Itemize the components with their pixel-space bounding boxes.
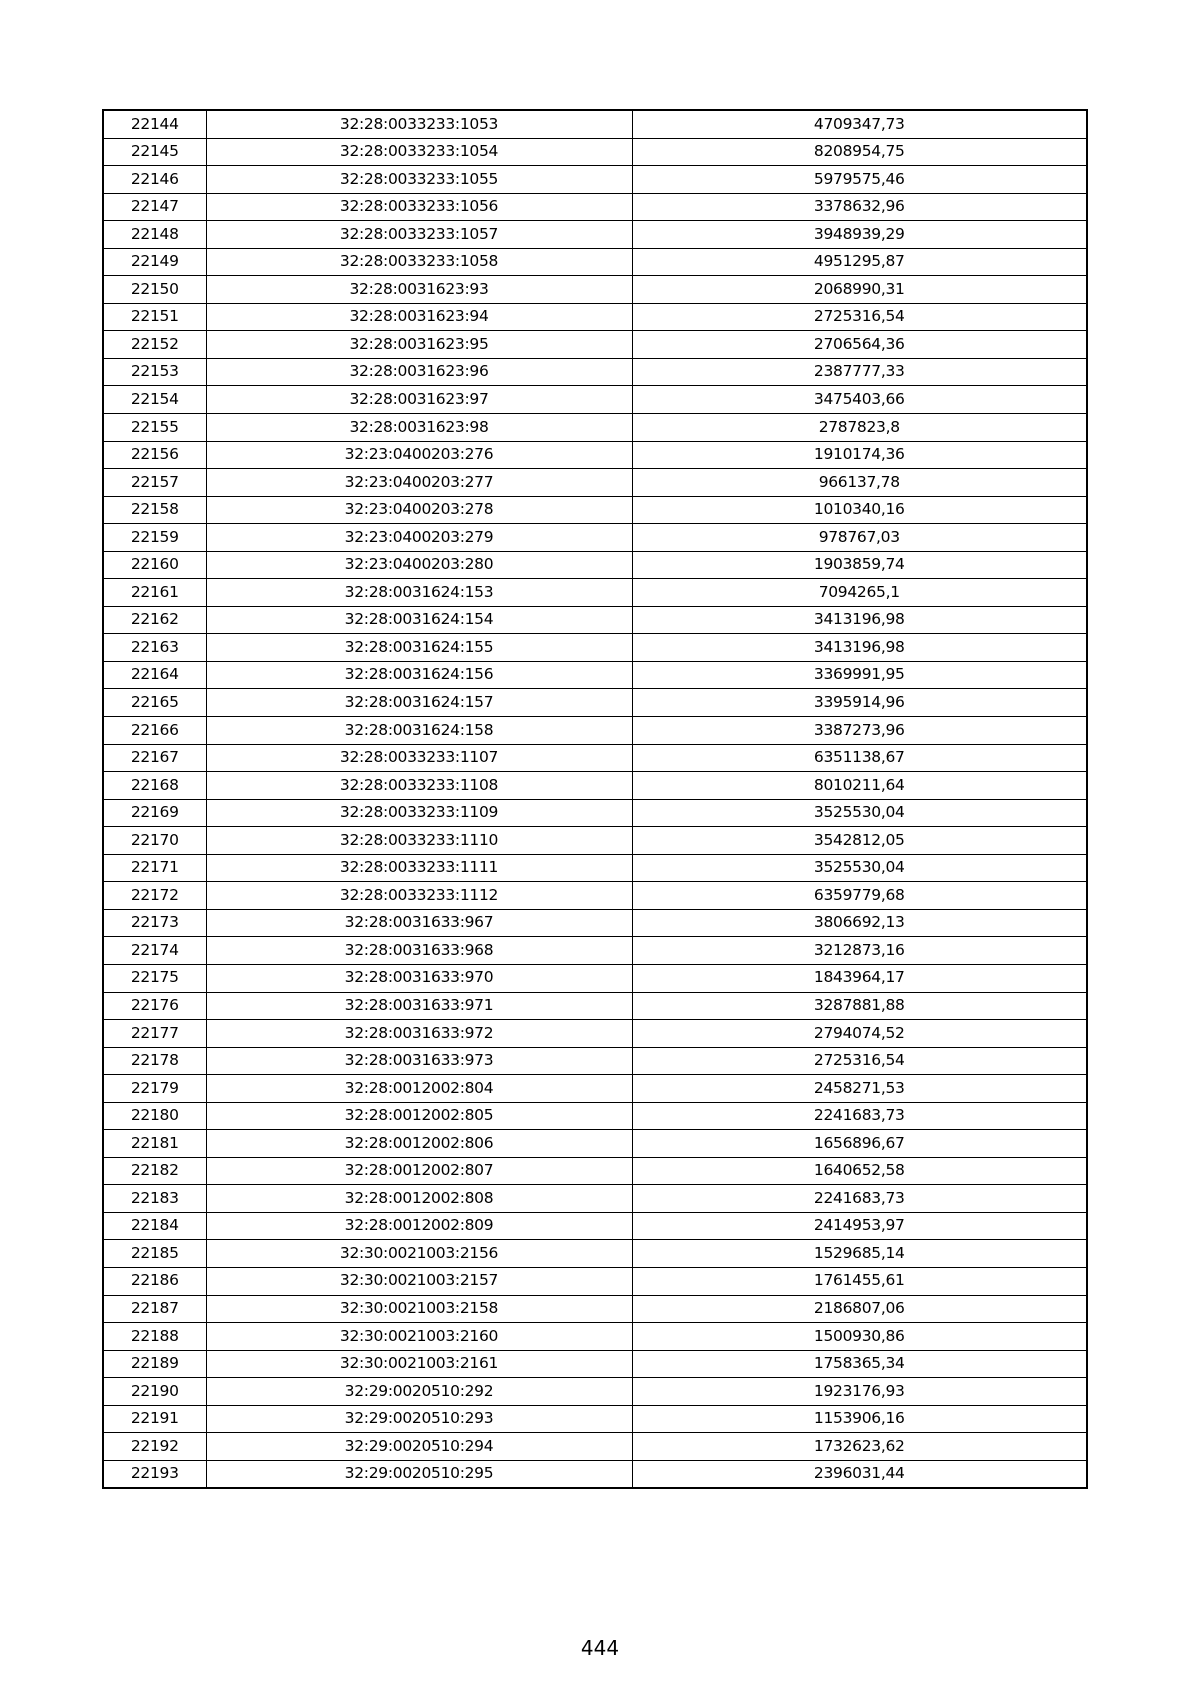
cadastral-value-cell: 1640652,58 <box>632 1157 1087 1185</box>
cadastral-value-cell: 3542812,05 <box>632 827 1087 855</box>
cadastral-number-cell: 32:28:0031624:157 <box>206 689 632 717</box>
cadastral-number-cell: 32:23:0400203:277 <box>206 469 632 497</box>
row-number-cell: 22158 <box>103 496 206 524</box>
cadastral-number-cell: 32:29:0020510:293 <box>206 1405 632 1433</box>
table-row <box>103 358 1087 386</box>
cadastral-value-cell: 2414953,97 <box>632 1212 1087 1240</box>
row-number-cell: 22187 <box>103 1295 206 1323</box>
table-row <box>103 992 1087 1020</box>
cadastral-value-cell: 8208954,75 <box>632 138 1087 166</box>
cadastral-value-cell: 2241683,73 <box>632 1102 1087 1130</box>
cadastral-number-cell: 32:30:0021003:2160 <box>206 1323 632 1351</box>
table-row <box>103 1378 1087 1406</box>
cadastral-number-cell: 32:28:0033233:1109 <box>206 799 632 827</box>
cadastral-number-cell: 32:28:0033233:1058 <box>206 248 632 276</box>
cadastral-number-cell: 32:28:0031624:154 <box>206 606 632 634</box>
table-row <box>103 551 1087 579</box>
row-number-cell: 22188 <box>103 1323 206 1351</box>
cadastral-number-cell: 32:28:0012002:809 <box>206 1212 632 1240</box>
cadastral-value-cell: 1529685,14 <box>632 1240 1087 1268</box>
cadastral-value-cell: 2396031,44 <box>632 1460 1087 1488</box>
cadastral-number-cell: 32:30:0021003:2156 <box>206 1240 632 1268</box>
cadastral-value-cell: 2794074,52 <box>632 1020 1087 1048</box>
cadastral-value-cell: 2458271,53 <box>632 1075 1087 1103</box>
row-number-cell: 22185 <box>103 1240 206 1268</box>
table-row <box>103 744 1087 772</box>
cadastral-number-cell: 32:30:0021003:2158 <box>206 1295 632 1323</box>
table-row <box>103 1185 1087 1213</box>
row-number-cell: 22156 <box>103 441 206 469</box>
table-row <box>103 634 1087 662</box>
table-row <box>103 1075 1087 1103</box>
table-row <box>103 689 1087 717</box>
cadastral-number-cell: 32:28:0012002:808 <box>206 1185 632 1213</box>
table-row <box>103 1020 1087 1048</box>
cadastral-value-cell: 1761455,61 <box>632 1267 1087 1295</box>
table-row <box>103 1130 1087 1158</box>
cadastral-value-cell: 2387777,33 <box>632 358 1087 386</box>
row-number-cell: 22146 <box>103 166 206 194</box>
cadastral-number-cell: 32:23:0400203:279 <box>206 524 632 552</box>
row-number-cell: 22154 <box>103 386 206 414</box>
table-row <box>103 579 1087 607</box>
cadastral-number-cell: 32:28:0033233:1057 <box>206 221 632 249</box>
cadastral-number-cell: 32:28:0033233:1111 <box>206 854 632 882</box>
row-number-cell: 22184 <box>103 1212 206 1240</box>
row-number-cell: 22192 <box>103 1433 206 1461</box>
table-row <box>103 331 1087 359</box>
row-number-cell: 22180 <box>103 1102 206 1130</box>
cadastral-value-cell: 1910174,36 <box>632 441 1087 469</box>
cadastral-number-cell: 32:30:0021003:2161 <box>206 1350 632 1378</box>
table-row <box>103 1157 1087 1185</box>
cadastral-number-cell: 32:28:0033233:1112 <box>206 882 632 910</box>
row-number-cell: 22191 <box>103 1405 206 1433</box>
table-row <box>103 964 1087 992</box>
cadastral-number-cell: 32:28:0033233:1053 <box>206 110 632 138</box>
row-number-cell: 22159 <box>103 524 206 552</box>
cadastral-number-cell: 32:28:0031623:98 <box>206 414 632 442</box>
table-row <box>103 276 1087 304</box>
row-number-cell: 22170 <box>103 827 206 855</box>
cadastral-number-cell: 32:28:0012002:807 <box>206 1157 632 1185</box>
row-number-cell: 22183 <box>103 1185 206 1213</box>
row-number-cell: 22144 <box>103 110 206 138</box>
cadastral-value-cell: 3413196,98 <box>632 634 1087 662</box>
cadastral-number-cell: 32:28:0033233:1055 <box>206 166 632 194</box>
cadastral-value-cell: 1656896,67 <box>632 1130 1087 1158</box>
row-number-cell: 22176 <box>103 992 206 1020</box>
row-number-cell: 22189 <box>103 1350 206 1378</box>
row-number-cell: 22177 <box>103 1020 206 1048</box>
cadastral-number-cell: 32:28:0033233:1108 <box>206 772 632 800</box>
table-row <box>103 1295 1087 1323</box>
row-number-cell: 22155 <box>103 414 206 442</box>
row-number-cell: 22168 <box>103 772 206 800</box>
cadastral-number-cell: 32:28:0031633:968 <box>206 937 632 965</box>
table-row <box>103 414 1087 442</box>
cadastral-number-cell: 32:28:0031624:155 <box>206 634 632 662</box>
table-row <box>103 221 1087 249</box>
cadastral-value-cell: 1500930,86 <box>632 1323 1087 1351</box>
row-number-cell: 22161 <box>103 579 206 607</box>
row-number-cell: 22166 <box>103 717 206 745</box>
table-row <box>103 193 1087 221</box>
row-number-cell: 22172 <box>103 882 206 910</box>
cadastral-value-cell: 3948939,29 <box>632 221 1087 249</box>
table-row <box>103 303 1087 331</box>
table-row <box>103 1267 1087 1295</box>
cadastral-value-cell: 3525530,04 <box>632 854 1087 882</box>
cadastral-number-cell: 32:28:0033233:1054 <box>206 138 632 166</box>
cadastral-number-cell: 32:28:0031633:971 <box>206 992 632 1020</box>
cadastral-value-cell: 6359779,68 <box>632 882 1087 910</box>
table-row <box>103 166 1087 194</box>
cadastral-value-cell: 3378632,96 <box>632 193 1087 221</box>
cadastral-number-cell: 32:28:0031633:970 <box>206 964 632 992</box>
cadastral-number-cell: 32:29:0020510:292 <box>206 1378 632 1406</box>
cadastral-number-cell: 32:28:0031623:94 <box>206 303 632 331</box>
cadastral-value-cell: 3212873,16 <box>632 937 1087 965</box>
table-row <box>103 1047 1087 1075</box>
row-number-cell: 22175 <box>103 964 206 992</box>
table-row <box>103 496 1087 524</box>
cadastral-value-cell: 2725316,54 <box>632 303 1087 331</box>
row-number-cell: 22150 <box>103 276 206 304</box>
table-row <box>103 1350 1087 1378</box>
row-number-cell: 22147 <box>103 193 206 221</box>
row-number-cell: 22171 <box>103 854 206 882</box>
cadastral-value-cell: 4951295,87 <box>632 248 1087 276</box>
cadastral-value-cell: 5979575,46 <box>632 166 1087 194</box>
cadastral-value-cell: 3387273,96 <box>632 717 1087 745</box>
table-row <box>103 661 1087 689</box>
row-number-cell: 22169 <box>103 799 206 827</box>
cadastral-number-cell: 32:28:0012002:806 <box>206 1130 632 1158</box>
cadastral-value-cell: 3369991,95 <box>632 661 1087 689</box>
table-row <box>103 799 1087 827</box>
table-row <box>103 882 1087 910</box>
page-number: 444 <box>580 1636 620 1660</box>
cadastral-number-cell: 32:28:0031633:972 <box>206 1020 632 1048</box>
cadastral-number-cell: 32:28:0012002:805 <box>206 1102 632 1130</box>
cadastral-number-cell: 32:28:0033233:1056 <box>206 193 632 221</box>
row-number-cell: 22163 <box>103 634 206 662</box>
cadastral-value-cell: 2706564,36 <box>632 331 1087 359</box>
cadastral-value-cell: 1843964,17 <box>632 964 1087 992</box>
cadastral-value-cell: 1758365,34 <box>632 1350 1087 1378</box>
cadastral-number-cell: 32:28:0031624:153 <box>206 579 632 607</box>
row-number-cell: 22178 <box>103 1047 206 1075</box>
cadastral-value-cell: 4709347,73 <box>632 110 1087 138</box>
table-row <box>103 772 1087 800</box>
row-number-cell: 22186 <box>103 1267 206 1295</box>
row-number-cell: 22179 <box>103 1075 206 1103</box>
cadastral-number-cell: 32:23:0400203:276 <box>206 441 632 469</box>
cadastral-value-table <box>102 109 1088 1489</box>
cadastral-number-cell: 32:28:0031633:967 <box>206 909 632 937</box>
cadastral-value-cell: 7094265,1 <box>632 579 1087 607</box>
cadastral-value-cell: 3413196,98 <box>632 606 1087 634</box>
cadastral-number-cell: 32:28:0033233:1107 <box>206 744 632 772</box>
cadastral-value-cell: 3287881,88 <box>632 992 1087 1020</box>
cadastral-number-cell: 32:28:0031624:158 <box>206 717 632 745</box>
row-number-cell: 22193 <box>103 1460 206 1488</box>
row-number-cell: 22164 <box>103 661 206 689</box>
cadastral-value-cell: 2186807,06 <box>632 1295 1087 1323</box>
cadastral-value-cell: 966137,78 <box>632 469 1087 497</box>
table-row <box>103 606 1087 634</box>
row-number-cell: 22148 <box>103 221 206 249</box>
cadastral-number-cell: 32:28:0012002:804 <box>206 1075 632 1103</box>
cadastral-number-cell: 32:30:0021003:2157 <box>206 1267 632 1295</box>
cadastral-value-cell: 3806692,13 <box>632 909 1087 937</box>
cadastral-value-cell: 2787823,8 <box>632 414 1087 442</box>
cadastral-number-cell: 32:23:0400203:278 <box>206 496 632 524</box>
table-row <box>103 469 1087 497</box>
row-number-cell: 22157 <box>103 469 206 497</box>
row-number-cell: 22152 <box>103 331 206 359</box>
row-number-cell: 22190 <box>103 1378 206 1406</box>
table-row <box>103 524 1087 552</box>
table-row <box>103 937 1087 965</box>
row-number-cell: 22162 <box>103 606 206 634</box>
cadastral-number-cell: 32:28:0031623:97 <box>206 386 632 414</box>
cadastral-value-cell: 2068990,31 <box>632 276 1087 304</box>
row-number-cell: 22181 <box>103 1130 206 1158</box>
cadastral-number-cell: 32:28:0031624:156 <box>206 661 632 689</box>
cadastral-number-cell: 32:28:0033233:1110 <box>206 827 632 855</box>
cadastral-value-cell: 1732623,62 <box>632 1433 1087 1461</box>
cadastral-number-cell: 32:29:0020510:295 <box>206 1460 632 1488</box>
row-number-cell: 22153 <box>103 358 206 386</box>
cadastral-value-cell: 2241683,73 <box>632 1185 1087 1213</box>
table-row <box>103 717 1087 745</box>
table-row <box>103 1433 1087 1461</box>
table-row <box>103 909 1087 937</box>
cadastral-value-cell: 6351138,67 <box>632 744 1087 772</box>
cadastral-value-cell: 1923176,93 <box>632 1378 1087 1406</box>
row-number-cell: 22173 <box>103 909 206 937</box>
row-number-cell: 22165 <box>103 689 206 717</box>
cadastral-value-cell: 3475403,66 <box>632 386 1087 414</box>
cadastral-value-cell: 2725316,54 <box>632 1047 1087 1075</box>
table-row <box>103 110 1087 138</box>
cadastral-number-cell: 32:23:0400203:280 <box>206 551 632 579</box>
table-row <box>103 854 1087 882</box>
table-row <box>103 1405 1087 1433</box>
table-row <box>103 138 1087 166</box>
table-row <box>103 1460 1087 1488</box>
row-number-cell: 22145 <box>103 138 206 166</box>
table-row <box>103 386 1087 414</box>
row-number-cell: 22167 <box>103 744 206 772</box>
table-row <box>103 827 1087 855</box>
row-number-cell: 22182 <box>103 1157 206 1185</box>
cadastral-number-cell: 32:28:0031623:95 <box>206 331 632 359</box>
table-row <box>103 248 1087 276</box>
cadastral-number-cell: 32:28:0031633:973 <box>206 1047 632 1075</box>
cadastral-value-cell: 3525530,04 <box>632 799 1087 827</box>
table-row <box>103 441 1087 469</box>
cadastral-value-cell: 1153906,16 <box>632 1405 1087 1433</box>
cadastral-number-cell: 32:28:0031623:96 <box>206 358 632 386</box>
table-row <box>103 1212 1087 1240</box>
cadastral-value-cell: 978767,03 <box>632 524 1087 552</box>
table-row <box>103 1240 1087 1268</box>
cadastral-value-cell: 1010340,16 <box>632 496 1087 524</box>
table-body <box>103 110 1087 1488</box>
row-number-cell: 22174 <box>103 937 206 965</box>
row-number-cell: 22160 <box>103 551 206 579</box>
cadastral-value-cell: 1903859,74 <box>632 551 1087 579</box>
row-number-cell: 22151 <box>103 303 206 331</box>
table-row <box>103 1323 1087 1351</box>
cadastral-number-cell: 32:28:0031623:93 <box>206 276 632 304</box>
cadastral-number-cell: 32:29:0020510:294 <box>206 1433 632 1461</box>
cadastral-value-cell: 8010211,64 <box>632 772 1087 800</box>
row-number-cell: 22149 <box>103 248 206 276</box>
cadastral-value-cell: 3395914,96 <box>632 689 1087 717</box>
table-row <box>103 1102 1087 1130</box>
